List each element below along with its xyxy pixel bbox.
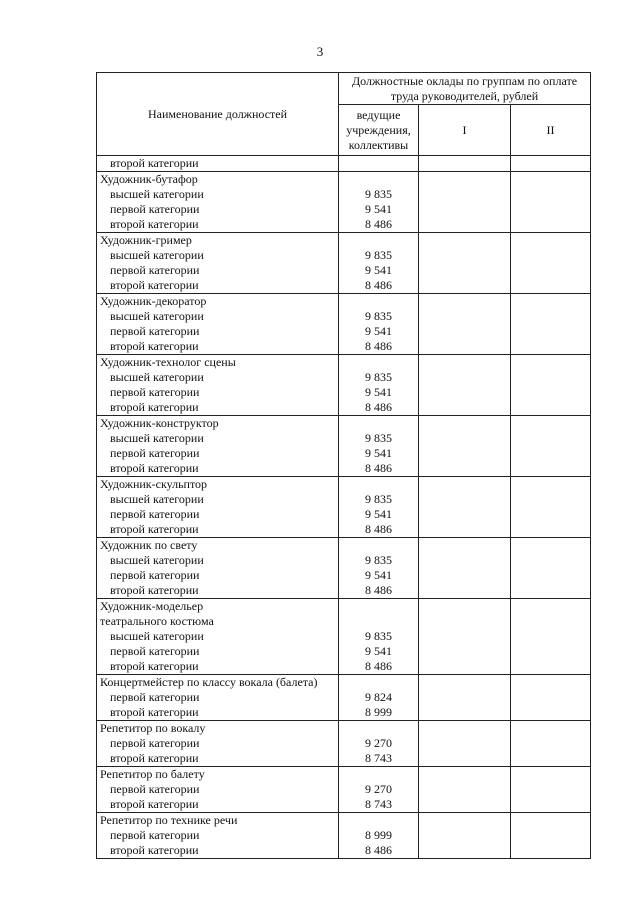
category-label: первой категории [110, 828, 200, 842]
group-1-cell [419, 156, 511, 172]
salary-value: 8 486 [365, 583, 392, 597]
position-title: театрального костюма [100, 614, 214, 628]
leading-value-cell [339, 813, 419, 859]
group-2-cell [511, 599, 591, 675]
category-label: первой категории [110, 690, 200, 704]
table-row [97, 172, 591, 233]
leading-value-cell [339, 355, 419, 416]
category-label: первой категории [110, 385, 200, 399]
salary-value: 9 835 [365, 309, 392, 323]
spacer-line [339, 233, 418, 248]
salary-value: 9 541 [365, 263, 392, 277]
category-label: первой категории [110, 736, 200, 750]
salary-value: 8 743 [365, 797, 392, 811]
salary-value: 9 541 [365, 507, 392, 521]
table-row [97, 294, 591, 355]
header-group-2: II [511, 105, 591, 156]
group-1-cell [419, 599, 511, 675]
position-cell [97, 355, 339, 416]
position-title: Репетитор по балету [100, 767, 205, 781]
position-cell [97, 767, 339, 813]
salary-value: 9 270 [365, 782, 392, 796]
category-label: второй категории [110, 339, 199, 353]
category-label: второй категории [110, 659, 199, 673]
leading-value-cell [339, 416, 419, 477]
salary-value: 9 835 [365, 492, 392, 506]
category-label: второй категории [110, 217, 199, 231]
table-row [97, 156, 591, 172]
table-row [97, 355, 591, 416]
group-2-cell [511, 721, 591, 767]
salary-value: 9 835 [365, 629, 392, 643]
group-2-cell [511, 416, 591, 477]
table-row [97, 599, 591, 675]
group-1-cell [419, 355, 511, 416]
category-label: второй категории [110, 278, 199, 292]
table-row [97, 538, 591, 599]
category-label: второй категории [110, 797, 199, 811]
category-label: первой категории [110, 782, 200, 796]
spacer-line [339, 767, 418, 782]
category-label: высшей категории [110, 187, 204, 201]
group-1-cell [419, 675, 511, 721]
category-label: второй категории [110, 583, 199, 597]
salary-value: 9 541 [365, 446, 392, 460]
salary-value: 8 486 [365, 339, 392, 353]
category-label: второй категории [110, 705, 199, 719]
salary-value: 9 541 [365, 644, 392, 658]
salary-value: 8 743 [365, 751, 392, 765]
group-2-cell [511, 233, 591, 294]
position-title: Репетитор по технике речи [100, 813, 238, 827]
leading-value-cell [339, 233, 419, 294]
salary-value: 8 486 [365, 461, 392, 475]
salary-value: 9 270 [365, 736, 392, 750]
category-label: первой категории [110, 324, 200, 338]
spacer-line [339, 813, 418, 828]
position-cell [97, 156, 339, 172]
position-cell [97, 813, 339, 859]
table-row [97, 477, 591, 538]
category-label: первой категории [110, 568, 200, 582]
salary-table [96, 72, 591, 859]
position-cell [97, 416, 339, 477]
position-title: Художник по свету [100, 538, 198, 552]
spacer-line [339, 416, 418, 431]
category-label: высшей категории [110, 370, 204, 384]
salary-value: 8 999 [365, 828, 392, 842]
salary-value: 9 835 [365, 248, 392, 262]
leading-value-cell [339, 767, 419, 813]
leading-value-cell [339, 538, 419, 599]
position-cell [97, 721, 339, 767]
category-label: второй категории [110, 400, 199, 414]
position-title: Художник-конструктор [100, 416, 219, 430]
spacer-line [339, 294, 418, 309]
position-cell [97, 294, 339, 355]
salary-value: 9 835 [365, 431, 392, 445]
salary-value: 8 486 [365, 843, 392, 857]
leading-value-cell [339, 172, 419, 233]
position-title: Художник-модельер [100, 599, 204, 613]
page-number: 3 [316, 44, 324, 59]
table-header [97, 73, 591, 156]
group-2-cell [511, 477, 591, 538]
group-2-cell [511, 355, 591, 416]
salary-value: 8 486 [365, 278, 392, 292]
leading-value-cell [339, 599, 419, 675]
salary-value: 9 835 [365, 187, 392, 201]
category-label: первой категории [110, 644, 200, 658]
category-label: высшей категории [110, 553, 204, 567]
group-1-cell [419, 767, 511, 813]
category-label: высшей категории [110, 248, 204, 262]
position-cell [97, 675, 339, 721]
group-2-cell [511, 156, 591, 172]
category-label: второй категории [110, 522, 199, 536]
category-label: первой категории [110, 446, 200, 460]
spacer-line [339, 721, 418, 736]
spacer-line [339, 614, 418, 629]
category-label: высшей категории [110, 431, 204, 445]
table-row [97, 767, 591, 813]
position-cell [97, 477, 339, 538]
group-2-cell [511, 675, 591, 721]
group-1-cell [419, 477, 511, 538]
category-label: второй категории [110, 843, 199, 857]
spacer-line [339, 599, 418, 614]
position-cell [97, 233, 339, 294]
salary-value: 8 486 [365, 217, 392, 231]
spacer-line [339, 675, 418, 690]
salary-value: 9 541 [365, 202, 392, 216]
header-salary-groups: Должностные оклады по группам по оплате труда руководителей, рублей [339, 73, 591, 105]
header-group-1: I [419, 105, 511, 156]
position-title: Художник-технолог сцены [100, 355, 236, 369]
position-title: Художник-бутафор [100, 172, 198, 186]
leading-value-cell [339, 721, 419, 767]
table-row [97, 675, 591, 721]
leading-value-cell [339, 477, 419, 538]
spacer-line [339, 172, 418, 187]
table-row [97, 416, 591, 477]
spacer-line [339, 477, 418, 492]
category-label: второй категории [110, 156, 199, 170]
category-label: второй категории [110, 461, 199, 475]
salary-value: 8 486 [365, 659, 392, 673]
position-cell [97, 172, 339, 233]
header-leading-institutions: ведущие учреждения, коллективы [339, 105, 419, 156]
group-1-cell [419, 538, 511, 599]
table-row [97, 233, 591, 294]
group-2-cell [511, 538, 591, 599]
position-title: Художник-декоратор [100, 294, 207, 308]
category-label: высшей категории [110, 309, 204, 323]
salary-value: 8 999 [365, 705, 392, 719]
table-body [97, 156, 591, 859]
category-label: высшей категории [110, 629, 204, 643]
group-1-cell [419, 416, 511, 477]
table-row [97, 813, 591, 859]
salary-value: 9 541 [365, 324, 392, 338]
spacer-line [339, 538, 418, 553]
leading-value-cell [339, 294, 419, 355]
header-position-name: Наименование должностей [97, 73, 339, 156]
position-title: Концертмейстер по классу вокала (балета) [100, 675, 318, 689]
group-1-cell [419, 813, 511, 859]
category-label: второй категории [110, 751, 199, 765]
group-1-cell [419, 721, 511, 767]
category-label: первой категории [110, 202, 200, 216]
position-cell [97, 538, 339, 599]
salary-value: 9 835 [365, 370, 392, 384]
category-label: первой категории [110, 507, 200, 521]
spacer-line [339, 355, 418, 370]
position-title: Репетитор по вокалу [100, 721, 206, 735]
group-2-cell [511, 172, 591, 233]
salary-value: 9 824 [365, 690, 392, 704]
salary-value [339, 156, 418, 171]
salary-value: 9 835 [365, 553, 392, 567]
position-title: Художник-скульптор [100, 477, 208, 491]
salary-value: 9 541 [365, 568, 392, 582]
table-row [97, 721, 591, 767]
group-2-cell [511, 767, 591, 813]
salary-value: 8 486 [365, 522, 392, 536]
category-label: первой категории [110, 263, 200, 277]
salary-value: 9 541 [365, 385, 392, 399]
group-1-cell [419, 294, 511, 355]
position-title: Художник-гример [100, 233, 192, 247]
leading-value-cell [339, 675, 419, 721]
salary-value: 8 486 [365, 400, 392, 414]
category-label: высшей категории [110, 492, 204, 506]
group-2-cell [511, 813, 591, 859]
leading-value-cell [339, 156, 419, 172]
group-2-cell [511, 294, 591, 355]
group-1-cell [419, 233, 511, 294]
position-cell [97, 599, 339, 675]
group-1-cell [419, 172, 511, 233]
